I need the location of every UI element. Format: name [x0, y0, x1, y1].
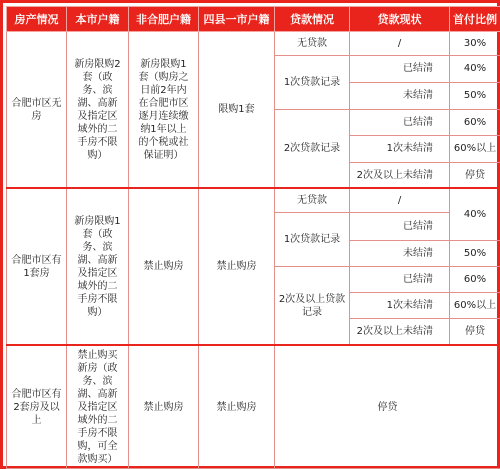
loan-status: 1次未结清: [350, 135, 450, 162]
nonlocal-hukou-policy: 禁止购房: [129, 188, 199, 345]
county-hukou-policy: 禁止购房: [199, 345, 275, 468]
loan-situation: 1次贷款记录: [275, 55, 350, 109]
loan-situation: 1次贷款记录: [275, 212, 350, 266]
loan-status: /: [350, 188, 450, 212]
property-status-cell: 合肥市区无房: [7, 32, 67, 189]
loan-status: 2次及以上未结清: [350, 162, 450, 188]
loan-situation: 无贷款: [275, 188, 350, 212]
loan-status: 2次及以上未结清: [350, 318, 450, 345]
down-payment-ratio: 60%以上: [450, 292, 500, 318]
header-loan-status: 贷款现状: [350, 7, 450, 32]
down-payment-ratio: 50%: [450, 240, 500, 266]
loan-status: 未结清: [350, 240, 450, 266]
loan-status: 已结清: [350, 212, 450, 240]
loan-status: 已结清: [350, 266, 450, 292]
nonlocal-hukou-policy: 新房限购1套（购房之日前2年内在合肥市区逐月连续缴纳1年以上的个税或社保证明）: [129, 32, 199, 189]
down-payment-ratio: 停贷: [450, 318, 500, 345]
down-payment-ratio: 30%: [450, 32, 500, 56]
loan-status: /: [350, 32, 450, 56]
local-hukou-policy: 新房限购1套（政务、滨湖、高新及指定区域外的二手房不限购）: [67, 188, 129, 345]
loan-status: 未结清: [350, 82, 450, 109]
down-payment-ratio: 60%: [450, 266, 500, 292]
county-hukou-policy: 限购1套: [199, 32, 275, 189]
property-status-cell: 合肥市区有1套房: [7, 188, 67, 345]
header-local-hukou: 本市户籍: [67, 7, 129, 32]
down-payment-ratio: 60%以上: [450, 135, 500, 162]
down-payment-ratio: 60%: [450, 109, 500, 135]
property-status-cell: 合肥市区有2套房及以上: [7, 345, 67, 468]
local-hukou-policy: 禁止购买新房（政务、滨湖、高新及指定区域外的二手房不限购，可全款购买）: [67, 345, 129, 468]
header-nonlocal-hukou: 非合肥户籍: [129, 7, 199, 32]
header-row: [7, 7, 500, 32]
nonlocal-hukou-policy: 禁止购房: [129, 345, 199, 468]
loan-status: 1次未结清: [350, 292, 450, 318]
table-row: [7, 32, 500, 56]
loan-status: 已结清: [350, 55, 450, 82]
loan-situation: 2次及以上贷款记录: [275, 266, 350, 345]
loan-situation: 无贷款: [275, 32, 350, 56]
loan-situation: 2次贷款记录: [275, 109, 350, 188]
header-loan-situation: 贷款情况: [275, 7, 350, 32]
loan-status: 已结清: [350, 109, 450, 135]
loan-summary-cell: 停贷: [275, 345, 500, 468]
down-payment-ratio: 40%: [450, 55, 500, 82]
housing-policy-table: [6, 6, 500, 469]
header-down-payment: 首付比例: [450, 7, 500, 32]
down-payment-ratio: 40%: [450, 188, 500, 240]
header-property: 房产情况: [7, 7, 67, 32]
down-payment-ratio: 停贷: [450, 162, 500, 188]
table-row: [7, 345, 500, 468]
table-row: [7, 188, 500, 212]
local-hukou-policy: 新房限购2套（政务、滨湖、高新及指定区域外的二手房不限购）: [67, 32, 129, 189]
county-hukou-policy: 禁止购房: [199, 188, 275, 345]
header-county-hukou: 四县一市户籍: [199, 7, 275, 32]
down-payment-ratio: 50%: [450, 82, 500, 109]
